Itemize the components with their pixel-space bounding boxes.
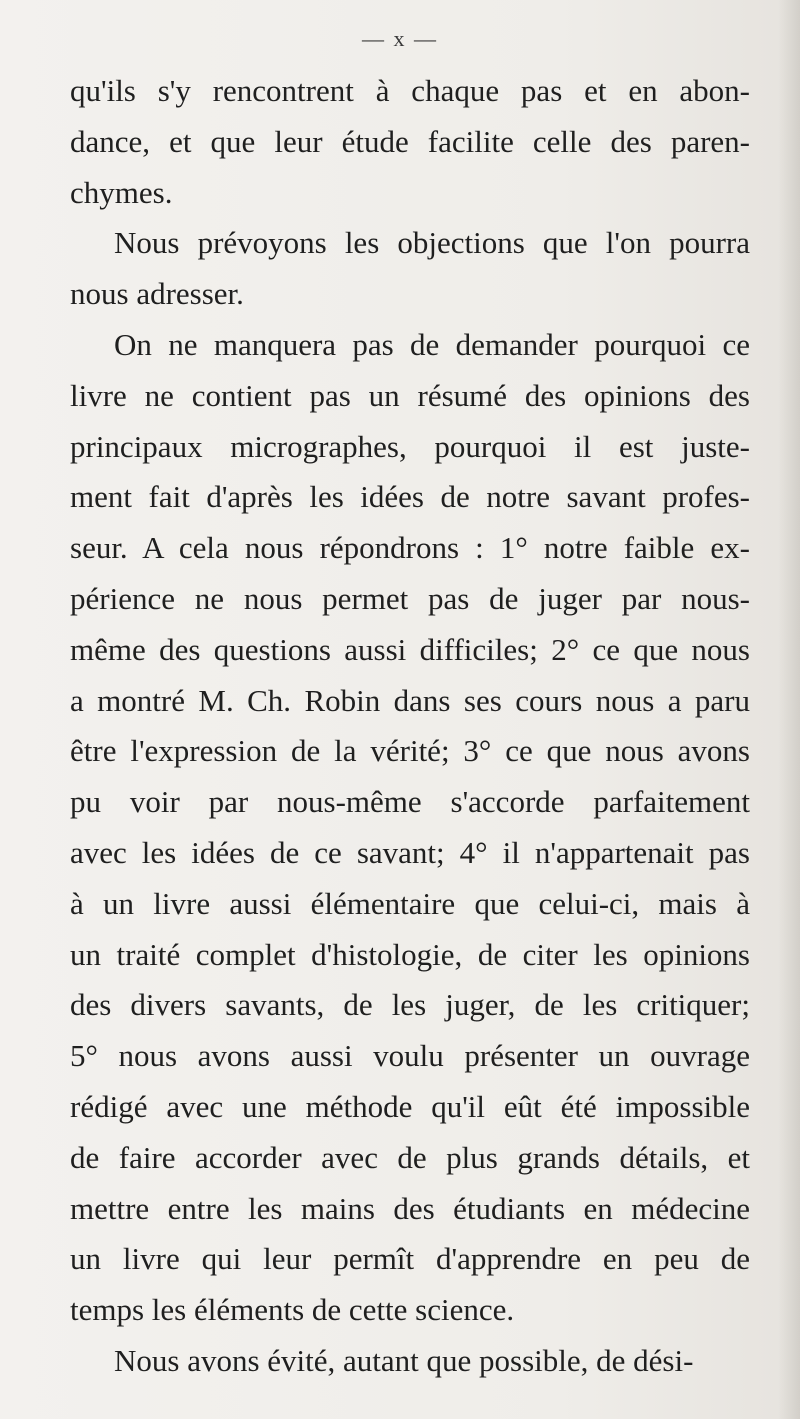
text-line: un livre qui leur permît d'apprendre en peu de	[70, 1241, 750, 1277]
text-line: de faire accorder avec de plus grands détails, et	[70, 1139, 750, 1175]
text-line: chymes.	[70, 174, 173, 210]
text-line: Nous avons évité, autant que possible, de dési-	[114, 1342, 694, 1378]
text-line: qu'ils s'y rencontrent à chaque pas et en abon-	[70, 73, 750, 108]
text-line: même des questions aussi difficiles; 2° ce que nous	[70, 631, 750, 667]
text-line: temps les éléments de cette science.	[70, 1292, 515, 1328]
text-line: 5° nous avons aussi voulu présenter un ouvrage	[70, 1038, 750, 1074]
text-line: pu voir par nous-même s'accorde parfaitement	[70, 784, 750, 820]
text-line: On ne manquera pas de demander pourquoi ce	[114, 326, 750, 362]
text-line: rédigé avec une méthode qu'il eût été impossible	[70, 1088, 750, 1124]
text-line: des divers savants, de les juger, de les critiquer;	[70, 987, 750, 1023]
paragraph	[70, 1336, 750, 1387]
text-line: seur. A cela nous répondrons : 1° notre faible ex-	[70, 530, 750, 566]
paragraph	[70, 218, 750, 320]
running-head: — x —	[362, 26, 438, 51]
text-line: a montré M. Ch. Robin dans ses cours nous a paru	[70, 682, 750, 718]
text-line: nous adresser.	[70, 276, 244, 312]
text-line: un traité complet d'histologie, de citer les opinions	[70, 936, 750, 972]
text-line: être l'expression de la vérité; 3° ce que nous avons	[70, 733, 750, 769]
text-line: livre ne contient pas un résumé des opinions des	[70, 377, 750, 413]
page-edge-shadow	[778, 0, 800, 1419]
text-line: Nous prévoyons les objections que l'on pourra	[114, 225, 750, 261]
text-line: ment fait d'après les idées de notre savant profes-	[70, 479, 750, 515]
paragraph	[70, 320, 750, 1336]
text-line: principaux micrographes, pourquoi il est juste-	[70, 428, 750, 464]
paragraph	[70, 66, 750, 218]
text-line: mettre entre les mains des étudiants en médecine	[70, 1190, 750, 1226]
text-line: avec les idées de ce savant; 4° il n'appartenait pas	[70, 834, 750, 870]
body-text	[70, 66, 750, 1387]
text-line: périence ne nous permet pas de juger par nous-	[70, 580, 750, 616]
text-line: dance, et que leur étude facilite celle des paren-	[70, 123, 750, 159]
text-line: à un livre aussi élémentaire que celui-ci, mais à	[70, 885, 750, 921]
